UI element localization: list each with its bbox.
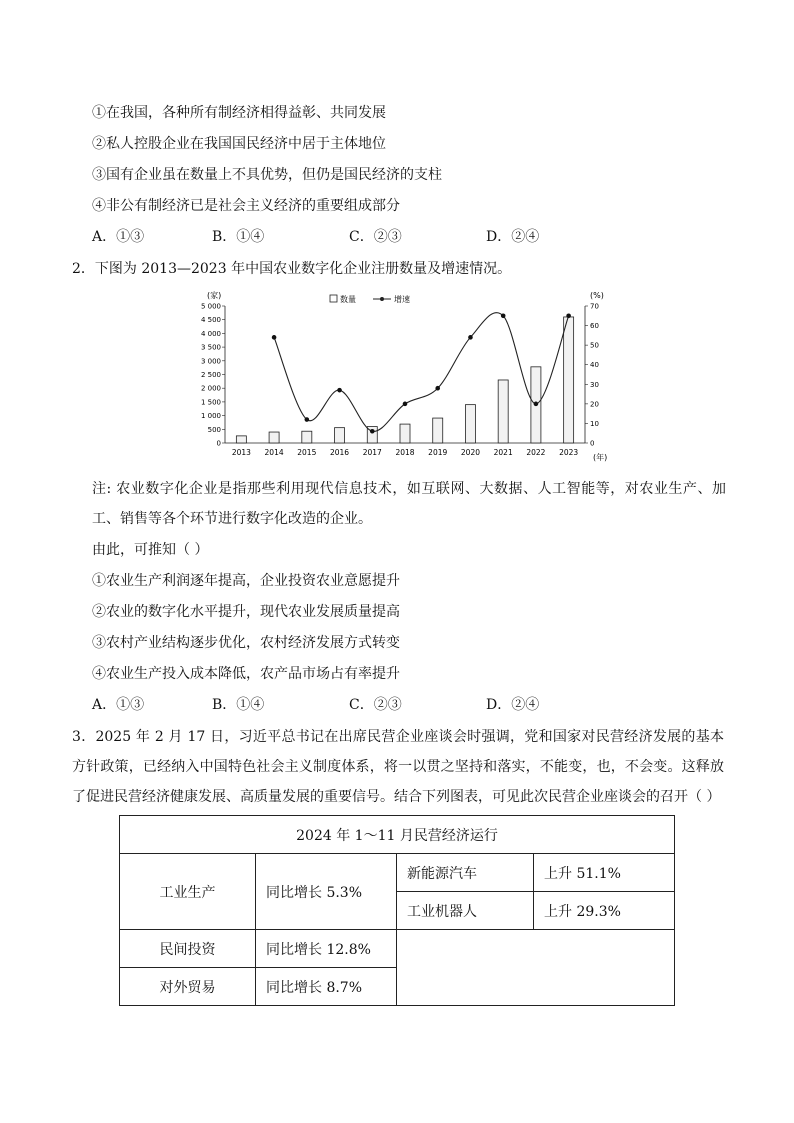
bar-2019 (433, 418, 443, 443)
left-tick-label: 5 000 (200, 302, 221, 311)
growth-point-2019 (435, 386, 440, 391)
q2-option-d[interactable]: D．②④ (486, 697, 540, 713)
left-unit-label: (家) (207, 291, 222, 300)
right-tick-label: 20 (590, 400, 599, 409)
x-tick-label: 2021 (493, 448, 513, 457)
cell-investment: 民间投资 (120, 930, 256, 968)
bar-2013 (236, 436, 246, 443)
left-tick-label: 1 000 (200, 412, 221, 421)
growth-point-2022 (534, 402, 539, 407)
legend-bar-label: 数量 (340, 295, 356, 304)
x-tick-label: 2022 (526, 448, 546, 457)
x-tick-label: 2019 (428, 448, 448, 457)
table-title: 2024 年 1～11 月民营经济运行 (120, 816, 675, 854)
left-tick-label: 500 (207, 425, 221, 434)
growth-line (274, 313, 569, 432)
x-tick-label: 2013 (231, 448, 251, 457)
q2-stem: 2．下图为 2013—2023 年中国农业数字化企业注册数量及增速情况。 (72, 261, 512, 277)
q2-option-b[interactable]: B．①④ (212, 697, 265, 713)
q2-options (92, 696, 652, 714)
cell-industrial: 工业生产 (120, 854, 256, 930)
agri-digital-chart (195, 288, 615, 466)
left-tick-label: 0 (216, 439, 221, 448)
legend-bar-swatch (330, 295, 337, 302)
cell-empty (397, 930, 675, 1006)
bar-2020 (465, 405, 475, 443)
growth-point-2016 (337, 388, 342, 393)
cell-ev-value: 上升 51.1% (534, 854, 675, 892)
q1-option-d[interactable]: D．②④ (486, 229, 540, 245)
growth-point-2015 (305, 417, 310, 422)
growth-point-2014 (272, 335, 277, 340)
q1-statement-3: ③国有企业虽在数量上不具优势，但仍是国民经济的支柱 (92, 167, 442, 183)
cell-industrial-value: 同比增长 5.3% (256, 854, 397, 930)
right-unit-label: (%) (590, 291, 604, 300)
q1-option-c[interactable]: C．②③ (349, 229, 402, 245)
bar-2018 (400, 424, 410, 443)
right-tick-label: 60 (590, 322, 599, 331)
cell-ev-label: 新能源汽车 (397, 854, 534, 892)
cell-robot-value: 上升 29.3% (534, 892, 675, 930)
q1-statement-2: ②私人控股企业在我国国民经济中居于主体地位 (92, 136, 386, 152)
legend-line-label: 增速 (394, 295, 410, 304)
x-tick-label: 2014 (264, 448, 284, 457)
q2-note: 注: 农业数字化企业是指那些利用现代信息技术，如互联网、大数据、人工智能等，对农业生产、加工、销售等各个环节进行数字化改造的企业。 (92, 481, 726, 527)
q1-option-a[interactable]: A．①③ (92, 229, 145, 245)
x-tick-label: 2017 (362, 448, 382, 457)
q2-option-a[interactable]: A．①③ (92, 697, 145, 713)
growth-point-2020 (468, 335, 473, 340)
cell-investment-value: 同比增长 12.8% (256, 930, 397, 968)
x-tick-label: 2018 (395, 448, 415, 457)
q1-option-b[interactable]: B．①④ (212, 229, 265, 245)
right-tick-label: 0 (590, 439, 595, 448)
bar-2015 (302, 431, 312, 443)
growth-point-2017 (370, 429, 375, 434)
x-tick-label: 2020 (460, 448, 481, 457)
q2-statement-1: ①农业生产利润逐年提高，企业投资农业意愿提升 (92, 573, 400, 589)
x-unit-label: (年) (593, 453, 608, 462)
q1-options (92, 228, 652, 246)
q1-statement-4: ④非公有制经济已是社会主义经济的重要组成部分 (92, 198, 400, 214)
bar-2014 (269, 432, 279, 443)
q2-statement-2: ②农业的数字化水平提升，现代农业发展质量提高 (92, 604, 400, 620)
private-economy-table (119, 815, 675, 1006)
q3-stem: 3．2025 年 2 月 17 日，习近平总书记在出席民营企业座谈会时强调，党和国家对民营经济发展的基本方针政策，已经纳入中国特色社会主义制度体系，将一以贯之坚持和落实，不能变，也，不会变。这释放了促进民营经济健康发展、高质量发展的重要信号。结合下列图表，可见此次民营企业座谈会的召开（ ） (72, 729, 724, 805)
bar-2023 (564, 317, 574, 443)
right-tick-label: 70 (590, 302, 599, 311)
x-tick-label: 2016 (329, 448, 350, 457)
q2-option-c[interactable]: C．②③ (349, 697, 402, 713)
left-tick-label: 2 000 (200, 384, 221, 393)
left-tick-label: 3 000 (200, 357, 221, 366)
left-tick-label: 1 500 (200, 398, 221, 407)
q2-lead: 由此，可推知（ ） (92, 542, 209, 558)
x-tick-label: 2023 (559, 448, 579, 457)
q2-statement-4: ④农业生产投入成本降低，农产品市场占有率提升 (92, 666, 400, 682)
cell-robot-label: 工业机器人 (397, 892, 534, 930)
legend-line-marker (380, 297, 384, 301)
left-tick-label: 2 500 (200, 371, 221, 379)
bar-2021 (498, 380, 508, 443)
right-tick-label: 30 (590, 380, 599, 389)
bar-2016 (335, 428, 345, 443)
right-tick-label: 50 (590, 341, 599, 350)
q1-statement-1: ①在我国，各种所有制经济相得益彰、共同发展 (92, 105, 386, 121)
right-tick-label: 40 (590, 361, 599, 370)
right-tick-label: 10 (590, 419, 599, 428)
cell-trade-value: 同比增长 8.7% (256, 968, 397, 1006)
q2-statement-3: ③农村产业结构逐步优化，农村经济发展方式转变 (92, 635, 400, 651)
chart-legend (330, 294, 410, 304)
cell-trade: 对外贸易 (120, 968, 256, 1006)
x-tick-label: 2015 (297, 448, 317, 457)
left-tick-label: 4 500 (200, 316, 221, 325)
left-tick-label: 4 000 (200, 329, 221, 338)
left-tick-label: 3 500 (200, 343, 221, 352)
growth-point-2021 (501, 313, 506, 318)
growth-point-2018 (403, 402, 408, 407)
growth-point-2023 (566, 313, 571, 318)
